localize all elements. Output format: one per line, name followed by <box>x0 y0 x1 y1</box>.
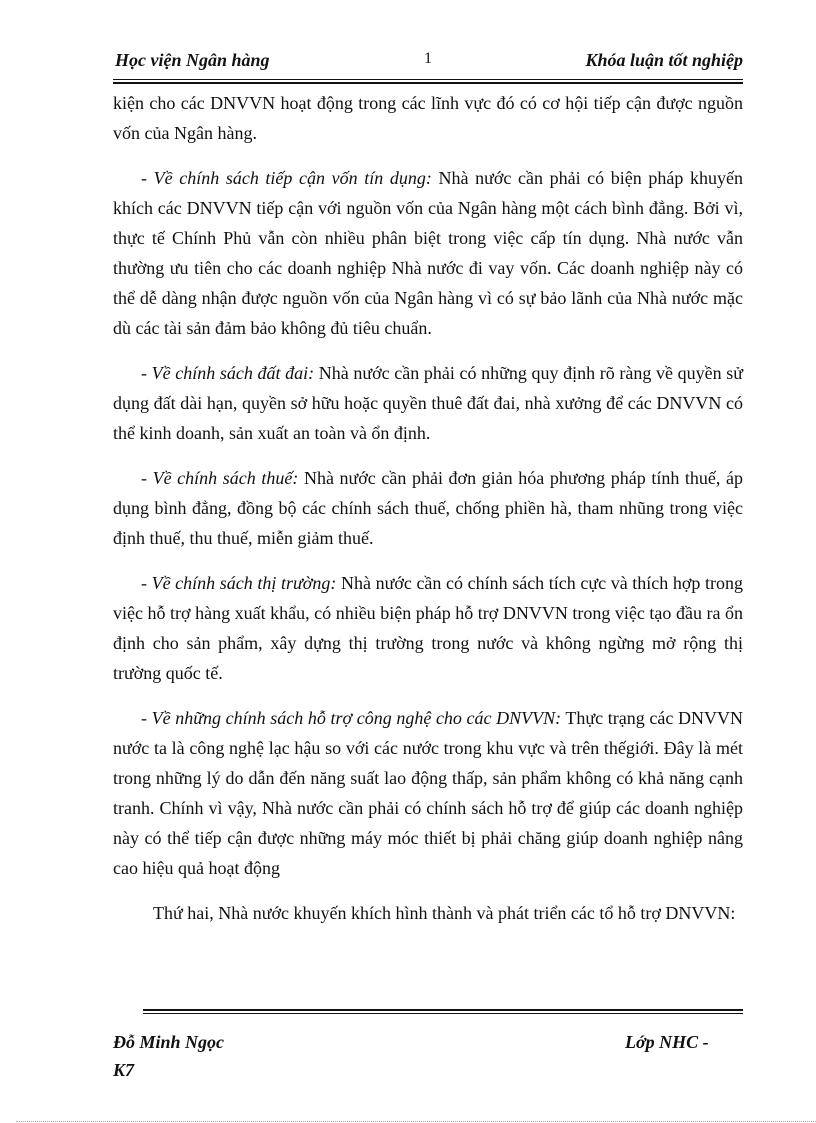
paragraph-market-policy <box>113 568 743 688</box>
page-number: 1 <box>424 50 432 67</box>
paragraph-credit-policy <box>113 163 743 343</box>
header-rule <box>113 79 743 84</box>
paragraph-continuation: kiện cho các DNVVN hoạt động trong các lĩnh vực đó có cơ hội tiếp cận được nguồn vốn của Ngân hàng. <box>113 93 743 143</box>
paragraph-lead: - Về những chính sách hỗ trợ công nghệ cho các DNVVN: <box>141 708 562 728</box>
author-cohort: K7 <box>113 1060 135 1080</box>
footer-rule <box>143 1009 743 1014</box>
page-edge <box>16 1121 816 1122</box>
paragraph-lead: - Về chính sách tiếp cận vốn tín dụng: <box>141 168 432 188</box>
footer-class: Lớp NHC - <box>625 1032 709 1052</box>
paragraph-lead: - Về chính sách đất đai: <box>141 363 315 383</box>
paragraph-land-policy <box>113 358 743 448</box>
footer-author <box>113 1028 224 1084</box>
paragraph-body: Nhà nước cần có chính sách tích cực và thích hợp trong việc hỗ trợ hàng xuất khẩu, có nhiều biện pháp hỗ trợ DNVVN trong việc tạo đầu ra ổn định cho sản phẩm, xây dựng thị trường trong nước và không ngừng mở rộng thị trường quốc tế. <box>113 573 743 683</box>
paragraph-body: Nhà nước cần phải có những quy định rõ ràng về quyền sử dụng đất dài hạn, quyền sở hữu hoặc quyền thuê đất đai, nhà xưởng để các DNVVN có thể kinh doanh, sản xuất an toàn và ổn định. <box>113 363 744 443</box>
paragraph-tax-policy <box>113 463 743 553</box>
paragraph-body: Nhà nước cần phải đơn giản hóa phương pháp tính thuế, áp dụng bình đẳng, đồng bộ các chính sách thuế, chống phiền hà, tham nhũng trong việc định thuế, thu thuế, miễn giảm thuế. <box>113 468 743 548</box>
author-name: Đỗ Minh Ngọc <box>113 1032 225 1052</box>
paragraph-lead: - Về chính sách thị trường: <box>141 573 337 593</box>
header-institution: Học viện Ngân hàng <box>115 50 270 70</box>
body-text <box>113 88 743 928</box>
page-header <box>113 50 743 80</box>
paragraph-second-point: Thứ hai, Nhà nước khuyến khích hình thành và phát triển các tổ hỗ trợ DNVVN: <box>153 903 736 923</box>
paragraph-body: Thực trạng các DNVVN nước ta là công nghệ lạc hậu so với các nước trong khu vực và trên thếgiới. Đây là mét trong những lý do dẫn đến năng suất lao động thấp, sản phẩm không có khả năng cạnh tranh. Chính vì vậy, Nhà nước cần phải có chính sách hỗ trợ để giúp các doanh nghiệp này có thể tiếp cận được những máy móc thiết bị phải chăng giúp doanh nghiệp nâng cao hiệu quả hoạt động <box>113 708 743 878</box>
paragraph-body: Nhà nước cần phải có biện pháp khuyến khích các DNVVN tiếp cận với nguồn vốn của Ngân hàng một cách bình đẳng. Bởi vì, thực tế Chính Phủ vẫn còn nhiều phân biệt trong việc cấp tín dụng. Nhà nước vẫn thường ưu tiên cho các doanh nghiệp Nhà nước đi vay vốn. Các doanh nghiệp này có thể dễ dàng nhận được nguồn vốn của Ngân hàng vì có sự bảo lãnh của Nhà nước mặc dù các tài sản đảm bảo không đủ tiêu chuẩn. <box>113 168 743 338</box>
paragraph-technology-policy <box>113 703 743 883</box>
header-document-type: Khóa luận tốt nghiệp <box>585 50 743 70</box>
paragraph-lead: - Về chính sách thuế: <box>141 468 299 488</box>
